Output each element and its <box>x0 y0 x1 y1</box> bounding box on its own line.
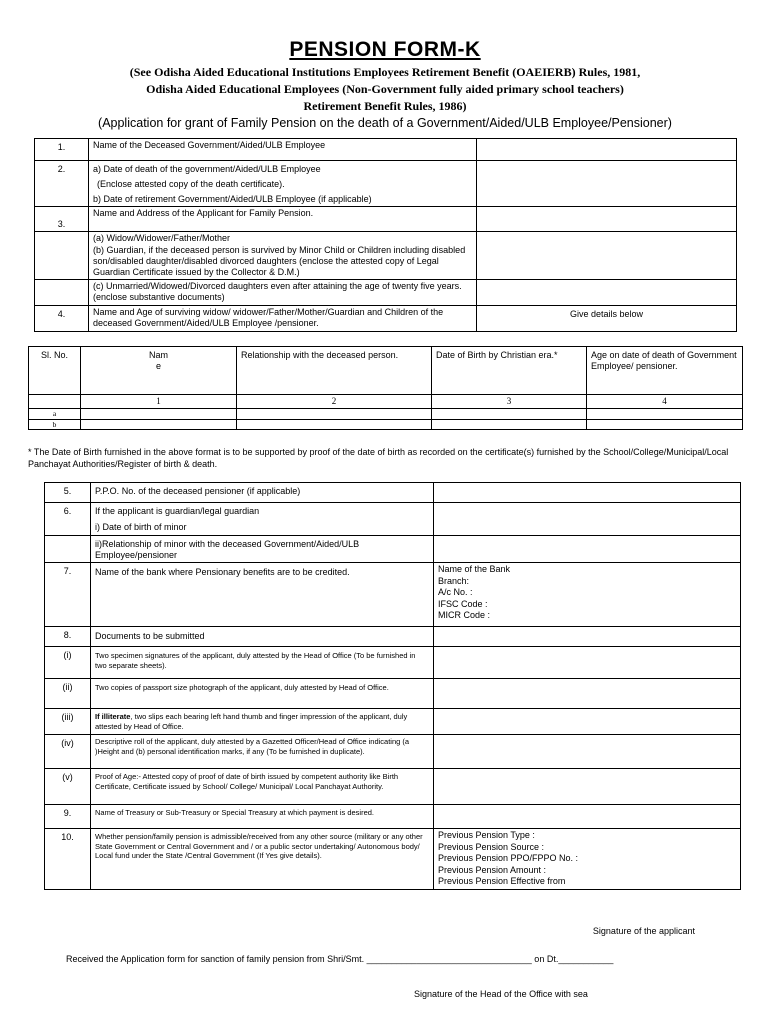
family-cell[interactable] <box>432 419 587 430</box>
doc-ii-field[interactable] <box>434 679 741 709</box>
bank-account-label: A/c No. : <box>438 587 473 597</box>
bank-name-label: Name of the Bank <box>438 564 511 574</box>
colnum-4: 4 <box>587 395 743 409</box>
row6ii-field[interactable] <box>434 536 741 563</box>
family-cell[interactable] <box>81 419 237 430</box>
subtitle-line-3: Retirement Benefit Rules, 1986) <box>303 99 467 113</box>
row4-number: 4. <box>35 306 89 332</box>
row1-number: 1. <box>35 139 89 161</box>
row6-field[interactable] <box>434 503 741 536</box>
section2-table <box>44 482 741 890</box>
row9-number: 9. <box>45 805 91 829</box>
row6ii-label: ii)Relationship of minor with the deceased Government/Aided/ULB Employee/pensioner <box>91 536 434 563</box>
row6-line-i: i) Date of birth of minor <box>95 522 187 532</box>
row7-label: Name of the bank where Pensionary benefits are to be credited. <box>91 563 434 627</box>
header-name: Nam e <box>81 347 237 395</box>
bank-ifsc-label: IFSC Code : <box>438 598 488 609</box>
doc-iv-field[interactable] <box>434 735 741 769</box>
doc-iii-field[interactable] <box>434 709 741 735</box>
row2-label <box>89 161 477 207</box>
family-cell[interactable] <box>432 409 587 420</box>
doc-iv-number: (iv) <box>45 735 91 769</box>
row3-number: 3. <box>35 207 89 232</box>
colnum-2: 2 <box>237 395 432 409</box>
header-relationship: Relationship with the deceased person. <box>237 347 432 395</box>
row2-line-a: a) Date of death of the government/Aided/ULB Employee <box>93 164 321 174</box>
applicant-signature: Signature of the applicant <box>592 926 695 936</box>
header-dob: Date of Birth by Christian era.* <box>432 347 587 395</box>
doc-v-number: (v) <box>45 769 91 805</box>
row1-field[interactable] <box>477 139 737 161</box>
family-row-label: b <box>29 419 81 430</box>
row6-number: 6. <box>45 503 91 536</box>
doc-iii-number: (iii) <box>45 709 91 735</box>
row3c-field[interactable] <box>477 280 737 306</box>
colnum-3: 3 <box>432 395 587 409</box>
bank-details[interactable] <box>434 563 741 627</box>
prev-pension-ppo-label: Previous Pension PPO/FPPO No. : <box>438 853 579 863</box>
prev-pension-source-label: Previous Pension Source : <box>438 841 545 852</box>
subtitle-line-2: Odisha Aided Educational Employees (Non-Government fully aided primary school teachers) <box>146 82 624 96</box>
family-cell[interactable] <box>81 409 237 420</box>
family-cell[interactable] <box>237 419 432 430</box>
row5-label: P.P.O. No. of the deceased pensioner (if applicable) <box>91 483 434 503</box>
application-line: (Application for grant of Family Pension on the death of a Government/Aided/ULB Employee/Pensioner) <box>98 116 672 130</box>
row4-label: Name and Age of surviving widow/ widower/Father/Mother/Guardian and Children of the deceased Government/Aided/ULB Employee /pensioner. <box>89 306 477 332</box>
doc-v-label: Proof of Age:- Attested copy of proof of date of birth issued by competent authority like Birth Certificate, Certificate issued by School/ College/ Municipal/ Local Panchayat Authority. <box>91 769 434 805</box>
illiterate-label: If illiterate <box>95 712 131 721</box>
doc-ii-number: (ii) <box>45 679 91 709</box>
row3-field[interactable] <box>477 207 737 232</box>
prev-pension-effective-label: Previous Pension Effective from <box>438 876 566 886</box>
row8-label: Documents to be submitted <box>91 627 434 647</box>
subtitle-line-1: (See Odisha Aided Educational Institutions Employees Retirement Benefit (OAEIERB) Rules, 1981, <box>129 65 641 79</box>
doc-i-number: (i) <box>45 647 91 679</box>
row3b-label <box>89 232 477 280</box>
header-sl-no: Sl. No. <box>29 347 81 395</box>
doc-i-field[interactable] <box>434 647 741 679</box>
row2-field[interactable] <box>477 161 737 207</box>
row6ii-number <box>45 536 91 563</box>
row7-number: 7. <box>45 563 91 627</box>
row9-field[interactable] <box>434 805 741 829</box>
row3-label: Name and Address of the Applicant for Family Pension. <box>89 207 477 232</box>
colnum-empty <box>29 395 81 409</box>
row3-line-a: (a) Widow/Widower/Father/Mother <box>93 233 231 243</box>
prev-pension-type-label: Previous Pension Type : <box>438 830 535 840</box>
section1-table <box>34 138 737 332</box>
row3-line-b: (b) Guardian, if the deceased person is survived by Minor Child or Children including disabled son/disabled daughter/disabled divorced daughters (enclose the attested copy of Legal Guardian Certificate issued by the Collector & D.M.) <box>93 245 466 277</box>
head-office-signature: Signature of the Head of the Office with sea <box>414 989 588 999</box>
row2-line-c: b) Date of retirement Government/Aided/ULB Employee (if applicable) <box>93 194 372 204</box>
row2-line-b: (Enclose attested copy of the death certificate). <box>97 179 285 189</box>
row3c-number <box>35 280 89 306</box>
row2-number: 2. <box>35 161 89 207</box>
bank-micr-label: MICR Code : <box>438 610 491 620</box>
dob-note: * The Date of Birth furnished in the above format is to be supported by proof of the date of birth as recorded on the certificate(s) furnished by the School/College/Municipal/Local Panchayat Authorities/Register of birth & death. <box>28 447 729 469</box>
row5-field[interactable] <box>434 483 741 503</box>
colnum-1: 1 <box>81 395 237 409</box>
row8-number: 8. <box>45 627 91 647</box>
row9-label: Name of Treasury or Sub-Treasury or Special Treasury at which payment is desired. <box>91 805 434 829</box>
form-title: PENSION FORM-K <box>289 38 481 61</box>
received-line: Received the Application form for sanction of family pension from Shri/Smt. _________________________________ on Dt.___________ <box>66 954 614 964</box>
bank-branch-label: Branch: <box>438 575 470 586</box>
family-cell[interactable] <box>237 409 432 420</box>
family-row-label: a <box>29 409 81 420</box>
header-age: Age on date of death of Government Employee/ pensioner. <box>587 347 743 395</box>
row1-label: Name of the Deceased Government/Aided/ULB Employee <box>89 139 477 161</box>
family-cell[interactable] <box>587 409 743 420</box>
doc-iii-text: , two slips each bearing left hand thumb and finger impression of the applicant, duly attested by Head of Office. <box>95 712 408 731</box>
family-cell[interactable] <box>587 419 743 430</box>
row6-line: If the applicant is guardian/legal guardian <box>95 506 260 516</box>
row10-number: 10. <box>45 829 91 890</box>
doc-iii-label <box>91 709 434 735</box>
row3c-label: (c) Unmarried/Widowed/Divorced daughters even after attaining the age of twenty five years.(enclose substantive documents) <box>89 280 477 306</box>
row8-field[interactable] <box>434 627 741 647</box>
row4-give-details: Give details below <box>477 306 737 332</box>
row10-label: Whether pension/family pension is admissible/received from any other source (military or any other State Government or Central Government and / or a public sector undertaking/ Autonomous body/ Local fund under the State /Central Government (If Yes give details). <box>91 829 434 890</box>
doc-i-label: Two specimen signatures of the applicant, duly attested by the Head of Office (To be furnished in two separate sheets). <box>91 647 434 679</box>
row5-number: 5. <box>45 483 91 503</box>
row3b-field[interactable] <box>477 232 737 280</box>
doc-ii-label: Two copies of passport size photograph of the applicant, duly attested by Head of Office. <box>91 679 434 709</box>
row6-label <box>91 503 434 536</box>
prev-pension-amount-label: Previous Pension Amount : <box>438 864 547 875</box>
row3b-number <box>35 232 89 280</box>
doc-iv-label: Descriptive roll of the applicant, duly attested by a Gazetted Officer/Head of Office indicating (a )Height and (b) personal identification marks, if any (To be furnished in duplicate). <box>91 735 434 769</box>
doc-v-field[interactable] <box>434 769 741 805</box>
previous-pension-details[interactable] <box>434 829 741 890</box>
family-table <box>28 346 743 430</box>
